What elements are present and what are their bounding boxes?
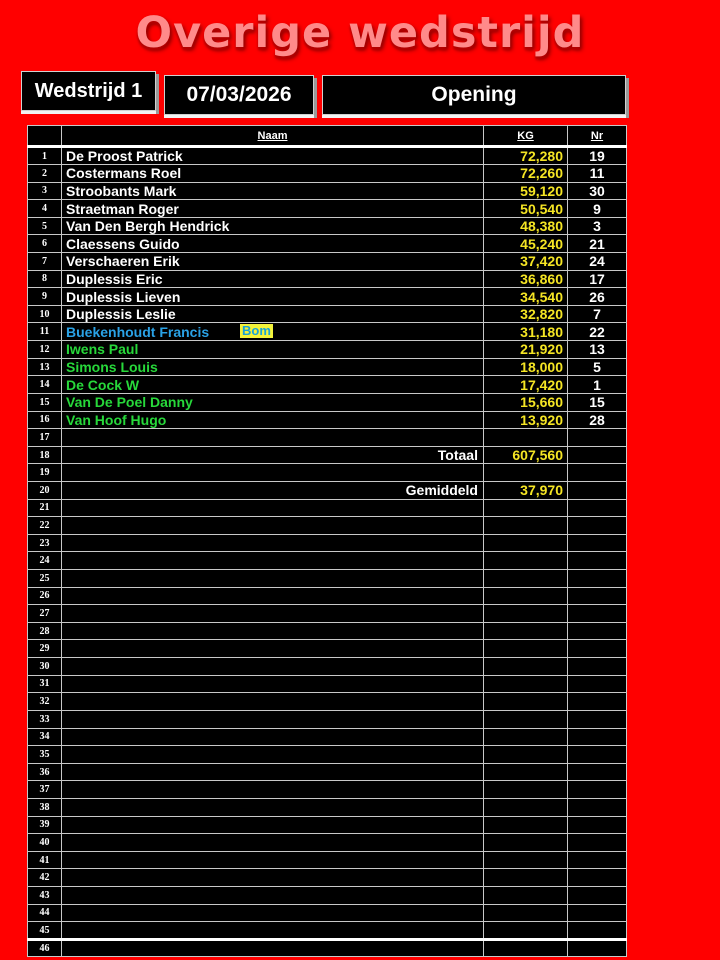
table-row [28, 481, 627, 499]
table-row [28, 182, 627, 200]
row-index: 22 [28, 517, 62, 535]
participant-name-text: Buekenhoudt Francis [66, 323, 210, 340]
empty-name-cell [62, 534, 484, 552]
empty-name-cell [62, 781, 484, 799]
row-index: 27 [28, 605, 62, 623]
participant-name-text: Costermans Roel [66, 165, 182, 182]
row-index: 16 [28, 411, 62, 429]
participant-number: 3 [568, 217, 627, 235]
empty-name-cell [62, 552, 484, 570]
row-index: 12 [28, 341, 62, 359]
summary-value: 37,970 [484, 481, 568, 499]
participant-name [62, 235, 484, 253]
row-index: 24 [28, 552, 62, 570]
table-row [28, 587, 627, 605]
summary-value: 607,560 [484, 446, 568, 464]
table-row [28, 658, 627, 676]
empty-number-cell [568, 834, 627, 852]
table-row [28, 217, 627, 235]
table-row [28, 499, 627, 517]
row-index: 7 [28, 253, 62, 271]
empty-weight-cell [484, 851, 568, 869]
participant-number: 13 [568, 341, 627, 359]
participant-number: 30 [568, 182, 627, 200]
weight-value: 34,540 [484, 288, 568, 306]
empty-weight-cell [484, 781, 568, 799]
table-row [28, 622, 627, 640]
empty-number-cell [568, 675, 627, 693]
row-index: 19 [28, 464, 62, 482]
participant-number: 19 [568, 147, 627, 165]
table-row [28, 270, 627, 288]
table-row [28, 869, 627, 887]
nr-column-header: Nr [568, 126, 627, 147]
empty-name-cell [62, 517, 484, 535]
empty-weight-cell [484, 763, 568, 781]
empty-weight-cell [484, 816, 568, 834]
empty-name-cell [62, 605, 484, 623]
row-index: 11 [28, 323, 62, 341]
table-row [28, 781, 627, 799]
participant-name-text: Iwens Paul [66, 341, 139, 358]
row-index: 29 [28, 640, 62, 658]
row-index: 40 [28, 834, 62, 852]
empty-name-cell [62, 429, 484, 447]
empty-name-cell [62, 869, 484, 887]
row-index: 37 [28, 781, 62, 799]
empty-name-cell [62, 851, 484, 869]
row-index: 34 [28, 728, 62, 746]
participant-name [62, 147, 484, 165]
row-index: 13 [28, 358, 62, 376]
row-index: 43 [28, 886, 62, 904]
table-row [28, 851, 627, 869]
table-row [28, 763, 627, 781]
empty-number-cell [568, 464, 627, 482]
empty-name-cell [62, 816, 484, 834]
row-index: 10 [28, 305, 62, 323]
row-index: 15 [28, 393, 62, 411]
empty-name-cell [62, 886, 484, 904]
empty-name-cell [62, 464, 484, 482]
empty-name-cell [62, 746, 484, 764]
table-row [28, 728, 627, 746]
row-index: 3 [28, 182, 62, 200]
weight-value: 15,660 [484, 393, 568, 411]
table-row [28, 464, 627, 482]
row-index: 20 [28, 481, 62, 499]
empty-weight-cell [484, 429, 568, 447]
summary-label: Gemiddeld [62, 481, 484, 499]
empty-number-cell [568, 534, 627, 552]
empty-weight-cell [484, 904, 568, 922]
empty-name-cell [62, 904, 484, 922]
weight-value: 36,860 [484, 270, 568, 288]
participant-name-text: De Proost Patrick [66, 148, 183, 164]
participant-name [62, 217, 484, 235]
bom-tag: Bom [242, 323, 271, 339]
row-index: 17 [28, 429, 62, 447]
table-row [28, 200, 627, 218]
table-header-row [28, 126, 627, 147]
empty-name-cell [62, 570, 484, 588]
weight-value: 72,260 [484, 165, 568, 183]
table-row [28, 886, 627, 904]
empty-number-cell [568, 693, 627, 711]
participant-name [62, 165, 484, 183]
empty-weight-cell [484, 834, 568, 852]
weight-value: 31,180 [484, 323, 568, 341]
row-index: 38 [28, 798, 62, 816]
participant-name [62, 341, 484, 359]
row-index: 5 [28, 217, 62, 235]
table-row [28, 323, 627, 341]
participant-name [62, 305, 484, 323]
participant-number: 28 [568, 411, 627, 429]
participant-name-text: Straetman Roger [66, 200, 179, 217]
empty-number-cell [568, 622, 627, 640]
row-index: 32 [28, 693, 62, 711]
empty-name-cell [62, 499, 484, 517]
table-row [28, 693, 627, 711]
empty-number-cell [568, 481, 627, 499]
table-row [28, 816, 627, 834]
row-index: 4 [28, 200, 62, 218]
row-index: 41 [28, 851, 62, 869]
empty-weight-cell [484, 464, 568, 482]
empty-weight-cell [484, 939, 568, 957]
participant-number: 15 [568, 393, 627, 411]
participant-name [62, 270, 484, 288]
table-row [28, 939, 627, 957]
row-index: 30 [28, 658, 62, 676]
empty-weight-cell [484, 922, 568, 940]
empty-number-cell [568, 886, 627, 904]
empty-number-cell [568, 552, 627, 570]
empty-number-cell [568, 763, 627, 781]
participant-name-text: Simons Louis [66, 359, 158, 375]
empty-weight-cell [484, 499, 568, 517]
table-row [28, 305, 627, 323]
table-row [28, 235, 627, 253]
kg-column-header: KG [484, 126, 568, 147]
participant-number: 7 [568, 305, 627, 323]
weight-value: 72,280 [484, 147, 568, 165]
summary-label: Totaal [62, 446, 484, 464]
participant-name [62, 288, 484, 306]
row-index: 39 [28, 816, 62, 834]
empty-number-cell [568, 746, 627, 764]
weight-value: 48,380 [484, 217, 568, 235]
row-index: 35 [28, 746, 62, 764]
empty-number-cell [568, 922, 627, 940]
row-index: 8 [28, 270, 62, 288]
participant-name-text: Stroobants Mark [66, 182, 177, 199]
table-row [28, 517, 627, 535]
participant-name-text: De Cock W [66, 376, 140, 393]
table-row [28, 904, 627, 922]
participant-number: 1 [568, 376, 627, 394]
participant-number: 22 [568, 323, 627, 341]
empty-number-cell [568, 658, 627, 676]
empty-weight-cell [484, 798, 568, 816]
table-row [28, 446, 627, 464]
empty-name-cell [62, 728, 484, 746]
row-index: 28 [28, 622, 62, 640]
empty-weight-cell [484, 640, 568, 658]
index-column-header [28, 126, 62, 147]
row-index: 26 [28, 587, 62, 605]
competition-label: Wedstrijd 1 [21, 71, 156, 111]
empty-number-cell [568, 798, 627, 816]
table-row [28, 640, 627, 658]
empty-weight-cell [484, 605, 568, 623]
empty-number-cell [568, 939, 627, 957]
empty-number-cell [568, 517, 627, 535]
row-index: 33 [28, 710, 62, 728]
participant-name-text: Verschaeren Erik [66, 253, 180, 270]
weight-value: 45,240 [484, 235, 568, 253]
empty-number-cell [568, 429, 627, 447]
participant-number: 21 [568, 235, 627, 253]
empty-name-cell [62, 922, 484, 940]
table-row [28, 253, 627, 271]
empty-number-cell [568, 851, 627, 869]
empty-number-cell [568, 499, 627, 517]
participant-name-text: Duplessis Eric [66, 270, 163, 287]
name-column-header: Naam [62, 126, 484, 147]
row-index: 1 [28, 147, 62, 165]
empty-name-cell [62, 834, 484, 852]
page-title: Overige wedstrijd [135, 8, 585, 58]
empty-name-cell [62, 640, 484, 658]
empty-number-cell [568, 904, 627, 922]
participant-name [62, 393, 484, 411]
table-row [28, 147, 627, 165]
participant-name [62, 376, 484, 394]
row-index: 45 [28, 922, 62, 940]
table-row [28, 798, 627, 816]
empty-number-cell [568, 570, 627, 588]
empty-weight-cell [484, 869, 568, 887]
empty-name-cell [62, 710, 484, 728]
table-row [28, 605, 627, 623]
empty-weight-cell [484, 746, 568, 764]
empty-number-cell [568, 446, 627, 464]
empty-weight-cell [484, 534, 568, 552]
participant-number: 17 [568, 270, 627, 288]
event-label: Opening [322, 75, 626, 115]
table-row [28, 429, 627, 447]
empty-name-cell [62, 939, 484, 957]
empty-number-cell [568, 869, 627, 887]
table-row [28, 552, 627, 570]
date-label: 07/03/2026 [164, 75, 314, 115]
row-index: 46 [28, 939, 62, 957]
table-row [28, 534, 627, 552]
row-index: 9 [28, 288, 62, 306]
table-row [28, 746, 627, 764]
participant-name [62, 411, 484, 429]
table-row [28, 341, 627, 359]
weight-value: 17,420 [484, 376, 568, 394]
participant-number: 11 [568, 165, 627, 183]
row-index: 25 [28, 570, 62, 588]
weight-value: 21,920 [484, 341, 568, 359]
participant-name-text: Duplessis Lieven [66, 288, 181, 305]
participant-name-text: Van Den Bergh Hendrick [66, 218, 230, 235]
participant-name [62, 358, 484, 376]
empty-name-cell [62, 658, 484, 676]
empty-name-cell [62, 798, 484, 816]
table-row [28, 922, 627, 940]
empty-name-cell [62, 675, 484, 693]
row-index: 14 [28, 376, 62, 394]
empty-name-cell [62, 587, 484, 605]
empty-number-cell [568, 710, 627, 728]
table-row [28, 675, 627, 693]
empty-weight-cell [484, 693, 568, 711]
table-row [28, 376, 627, 394]
participant-name-text: Van Hoof Hugo [66, 411, 167, 428]
row-index: 6 [28, 235, 62, 253]
weight-value: 13,920 [484, 411, 568, 429]
row-index: 21 [28, 499, 62, 517]
empty-weight-cell [484, 587, 568, 605]
participant-name [62, 253, 484, 271]
empty-weight-cell [484, 728, 568, 746]
table-row [28, 393, 627, 411]
empty-weight-cell [484, 570, 568, 588]
empty-number-cell [568, 587, 627, 605]
table-row [28, 710, 627, 728]
empty-weight-cell [484, 675, 568, 693]
row-index: 36 [28, 763, 62, 781]
empty-weight-cell [484, 710, 568, 728]
empty-name-cell [62, 622, 484, 640]
participant-number: 26 [568, 288, 627, 306]
empty-number-cell [568, 781, 627, 799]
participant-name-text: Duplessis Leslie [66, 306, 176, 323]
table-row [28, 570, 627, 588]
empty-weight-cell [484, 622, 568, 640]
row-index: 31 [28, 675, 62, 693]
weight-value: 50,540 [484, 200, 568, 218]
empty-name-cell [62, 693, 484, 711]
row-index: 23 [28, 534, 62, 552]
empty-number-cell [568, 640, 627, 658]
participant-name-text: Claessens Guido [66, 235, 180, 252]
empty-weight-cell [484, 552, 568, 570]
empty-number-cell [568, 728, 627, 746]
participant-number: 5 [568, 358, 627, 376]
table-row [28, 834, 627, 852]
weight-value: 32,820 [484, 305, 568, 323]
empty-weight-cell [484, 886, 568, 904]
results-table [27, 125, 627, 957]
empty-weight-cell [484, 658, 568, 676]
empty-name-cell [62, 763, 484, 781]
participant-number: 24 [568, 253, 627, 271]
row-index: 18 [28, 446, 62, 464]
table-row [28, 411, 627, 429]
empty-weight-cell [484, 517, 568, 535]
row-index: 2 [28, 165, 62, 183]
participant-number: 9 [568, 200, 627, 218]
table-row [28, 358, 627, 376]
table-row [28, 288, 627, 306]
participant-name [62, 182, 484, 200]
row-index: 42 [28, 869, 62, 887]
empty-number-cell [568, 605, 627, 623]
participant-name [62, 200, 484, 218]
weight-value: 18,000 [484, 358, 568, 376]
empty-number-cell [568, 816, 627, 834]
participant-name [62, 323, 484, 341]
weight-value: 59,120 [484, 182, 568, 200]
row-index: 44 [28, 904, 62, 922]
table-row [28, 165, 627, 183]
participant-name-text: Van De Poel Danny [66, 394, 193, 411]
weight-value: 37,420 [484, 253, 568, 271]
